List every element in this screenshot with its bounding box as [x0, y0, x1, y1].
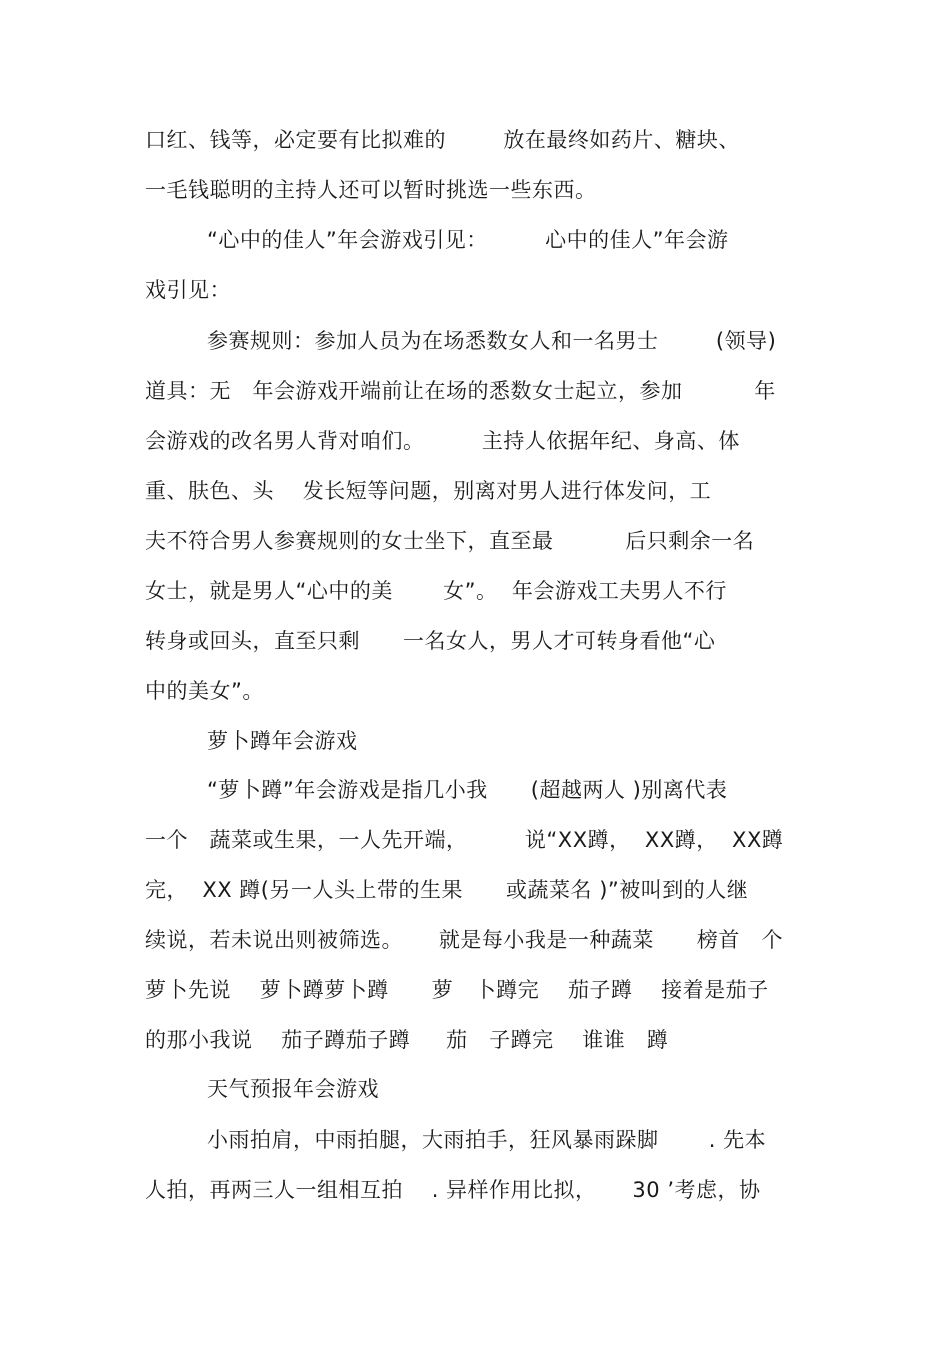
text-line-15: 一个 蔬菜或生果，一人先开端， 说“XX蹲， XX蹲， XX蹲: [145, 828, 784, 852]
text-line-8: 重、肤色、头 发长短等问题，别离对男人进行体发问，工: [145, 479, 712, 503]
text-line-4: 戏引见：: [145, 278, 231, 302]
text-line-19: 的那小我说 茄子蹲茄子蹲 茄 子蹲完 谁谁 蹲: [145, 1028, 669, 1052]
text-line-7: 会游戏的改名男人背对咱们。 主持人依据年纪、身高、体: [145, 429, 740, 453]
text-line-9: 夫不符合男人参赛规则的女士坐下，直至最 后只剩余一名: [145, 529, 755, 553]
section-heading-weather-forecast: 天气预报年会游戏: [207, 1077, 379, 1101]
text-line-3: “心中的佳人”年会游戏引见： 心中的佳人”年会游: [207, 228, 729, 252]
text-line-12: 中的美女”。: [145, 679, 264, 703]
text-line-5: 参赛规则：参加人员为在场悉数女人和一名男士 (领导): [207, 329, 777, 353]
text-line-2: 一毛钱聪明的主持人还可以暂时挑选一些东西。: [145, 178, 597, 202]
text-line-21: 小雨拍肩，中雨拍腿，大雨拍手，狂风暴雨跺脚 . 先本: [207, 1128, 767, 1152]
text-line-1: 口红、钱等，必定要有比拟难的 放在最终如药片、糖块、: [145, 128, 740, 152]
text-line-10: 女士，就是男人“心中的美 女”。 年会游戏工夫男人不行: [145, 579, 727, 603]
text-line-22: 人拍，再两三人一组相互拍 . 异样作用比拟， 30 ’考虑，协: [145, 1178, 761, 1202]
text-line-18: 萝卜先说 萝卜蹲萝卜蹲 萝 卜蹲完 茄子蹲 接着是茄子: [145, 978, 769, 1002]
section-heading-radish-squat: 萝卜蹲年会游戏: [207, 729, 358, 753]
text-line-11: 转身或回头，直至只剩 一名女人，男人才可转身看他“心: [145, 629, 716, 653]
text-line-6: 道具：无 年会游戏开端前让在场的悉数女士起立，参加 年: [145, 379, 776, 403]
text-line-14: “萝卜蹲”年会游戏是指几小我 (超越两人 )别离代表: [207, 778, 728, 802]
text-line-16: 完， XX 蹲(另一人头上带的生果 或蔬菜名 )”被叫到的人继: [145, 878, 749, 902]
text-line-17: 续说，若未说出则被筛选。 就是每小我是一种蔬菜 榜首 个: [145, 928, 783, 952]
